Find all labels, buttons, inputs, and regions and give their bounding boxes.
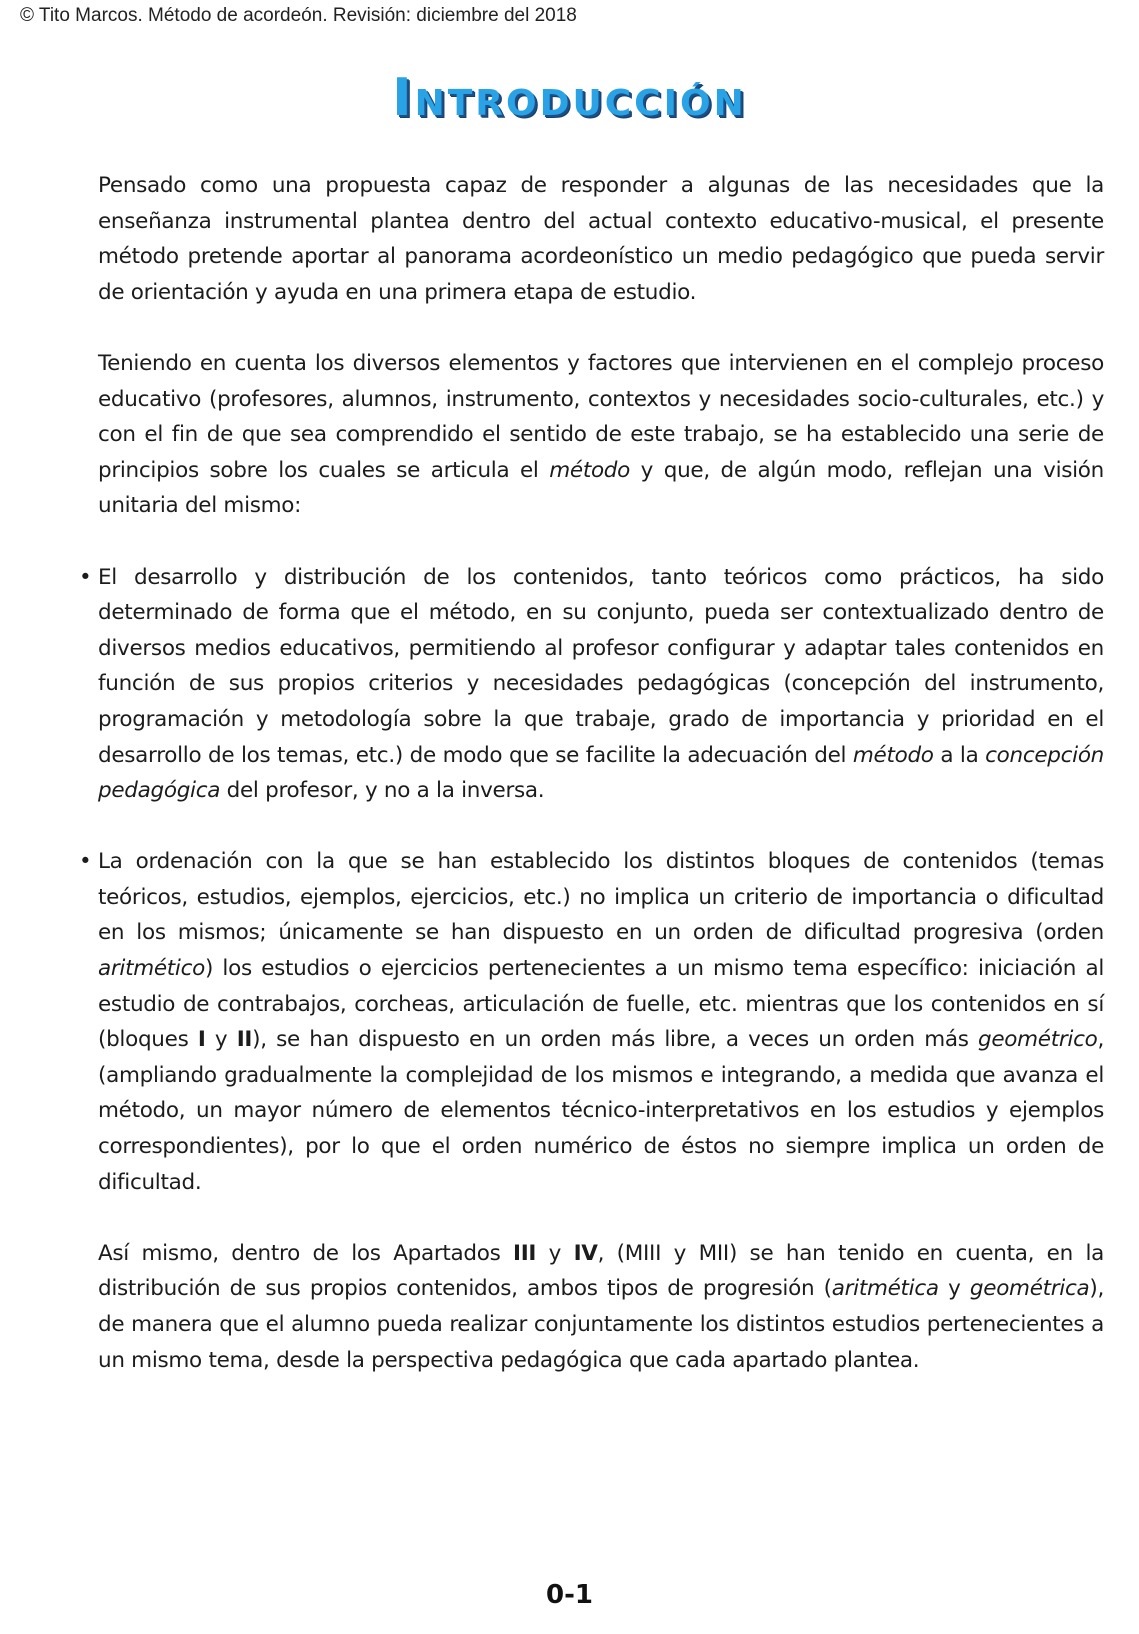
- bullet-icon: •: [79, 849, 92, 875]
- page-title: Introducción: [392, 68, 747, 128]
- page-number: 0-1: [546, 1580, 593, 1610]
- text-run: y que, de algún modo, reflejan una visión unitaria del mismo:: [98, 457, 1104, 519]
- text-run: , (ampliando gradualmente la complejidad de los mismos e integrando, a medida que avanza el método, un mayor número de elementos técnico-interpretativos en los estudios y ejemplos correspondientes), por lo que el orden numérico de éstos no siempre implica un orden de dificultad.: [98, 1027, 1104, 1195]
- emphasis-text: método: [852, 742, 934, 768]
- emphasis-text: método: [549, 457, 631, 483]
- bullet-icon: •: [79, 564, 92, 590]
- paragraph-intro: Pensado como una propuesta capaz de responder a algunas de las necesidades que la enseñanza instrumental plantea dentro del actual contexto educativo-musical, el presente método pretende aportar al panorama acordeonístico un medio pedagógico que pueda servir de orientación y ayuda en una primera etapa de estudio.: [98, 173, 1104, 305]
- text-run: Teniendo en cuenta los diversos elementos y factores que intervienen en el complejo proceso educativo (profesores, alumnos, instrumento, contextos y necesidades socio-culturales, etc.) y con el fin de que sea comprendido el sentido de este trabajo, se ha establecido una serie de principios sobre los cuales se articula el: [98, 350, 1104, 483]
- emphasis-text: aritmético: [98, 956, 205, 982]
- text-run: El desarrollo y distribución de los contenidos, tanto teóricos como prácticos, ha sido determinado de forma que el método, en su conjunto, pueda ser contextualizado dentro de diversos medios educativos, permitiendo al profesor configurar y adaptar tales contenidos en función de sus propios criterios y necesidades pedagógicas (concepción del instrumento, programación y metodología sobre la que trabaje, grado de importancia y prioridad en el desarrollo de los temas, etc.) de modo que se facilite la adecuación del: [98, 564, 1104, 768]
- text-run: ), de manera que el alumno pueda realizar conjuntamente los distintos estudios pertenecientes a un mismo tema, desde la perspectiva pedagógica que cada apartado plantea.: [98, 1276, 1104, 1373]
- text-run: y: [536, 1240, 574, 1266]
- emphasis-text: aritmética: [831, 1276, 939, 1302]
- text-run: ), se han dispuesto en un orden más libre, a veces un orden más: [252, 1027, 979, 1053]
- bold-text: II: [236, 1027, 253, 1053]
- text-run: , (MIII y MII) se han tenido en cuenta, en la distribución de sus propios contenidos, ambos tipos de progresión (: [98, 1240, 1104, 1302]
- bold-text: I: [197, 1027, 206, 1053]
- emphasis-text: concepción pedagógica: [98, 742, 1104, 804]
- running-header: © Tito Marcos. Método de acordeón. Revisión: diciembre del 2018: [20, 5, 577, 26]
- bullet-item-content-ordering: [79, 844, 1104, 1200]
- document-body: [79, 168, 1104, 1414]
- text-run: La ordenación con la que se han establecido los distintos bloques de contenidos (temas teóricos, estudios, ejemplos, ejercicios, etc.) no implica un criterio de importancia o dificultad en los mismos; únicamente se han dispuesto en un orden de dificultad progresiva (orden: [98, 849, 1104, 946]
- bold-text: III: [513, 1240, 537, 1266]
- text-run: a la: [933, 742, 986, 768]
- paragraph-principles: [98, 346, 1104, 524]
- text-run: y: [938, 1276, 970, 1302]
- text-run: del profesor, y no a la inversa.: [220, 778, 545, 804]
- text-run: ) los estudios o ejercicios pertenecientes a un mismo tema específico: iniciación al estudio de contrabajos, corcheas, articulación de fuelle, etc. mientras que los contenidos en sí (bloques: [98, 956, 1104, 1053]
- paragraph-closing: [98, 1236, 1104, 1378]
- text-run: Así mismo, dentro de los Apartados: [98, 1240, 513, 1266]
- bullet-item-content-distribution: [79, 560, 1104, 809]
- emphasis-text: geométrico: [978, 1027, 1098, 1053]
- bold-text: IV: [573, 1240, 598, 1266]
- text-run: y: [205, 1027, 237, 1053]
- emphasis-text: geométrica: [969, 1276, 1090, 1302]
